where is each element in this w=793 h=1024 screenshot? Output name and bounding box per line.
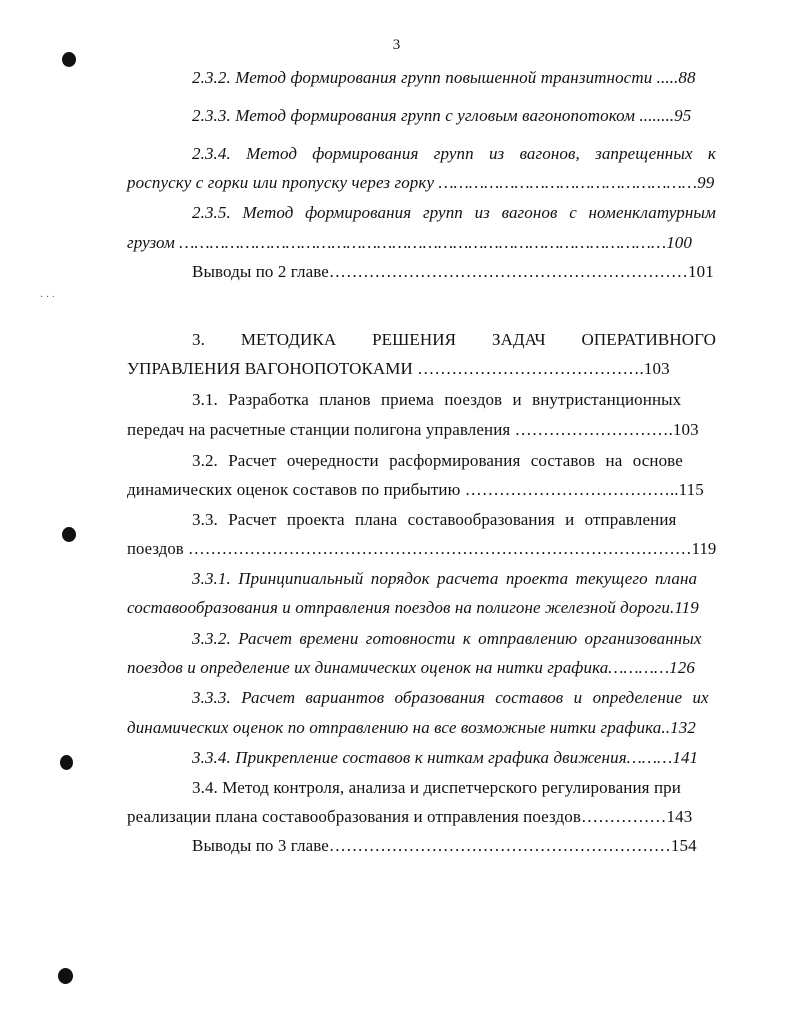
toc-entry-2-3-4-line2: роспуску с горки или пропуску через горку ……………………………………………99	[127, 173, 715, 192]
toc-chapter-3-line2: УПРАВЛЕНИЯ ВАГОНОПОТОКАМИ ………………………………….103	[127, 359, 670, 378]
toc-entry-2-3-5-line2: грузом ……………………………………………………………………………………100	[127, 233, 692, 252]
toc-entry-3-3-4: 3.3.4. Прикрепление составов к ниткам графика движения………141	[192, 748, 699, 767]
toc-entry-3-3-1-line1: 3.3.1. Принципиальный порядок расчета проекта текущего плана	[192, 569, 698, 588]
toc-entry-3-3-3-line2: динамических оценок по отправлению на все возможные нитки графика..132	[127, 718, 696, 737]
toc-entry-2-3-3: 2.3.3. Метод формирования групп с угловым вагонопотоком ........95	[192, 106, 692, 125]
toc-entry-3-3-3-line1: 3.3.3. Расчет вариантов образования составов и определение их	[192, 688, 709, 707]
toc-conclusions-ch2: Выводы по 2 главе………………………………………………………101	[192, 262, 714, 281]
toc-entry-3-3-line2: поездов ………………………………………………………………………………119	[127, 539, 717, 558]
toc-entry-3-2-line1: 3.2. Расчет очередности расформирования составов на основе	[192, 451, 683, 470]
toc-entry-3-2-line2: динамических оценок составов по прибытию ………………………………..115	[127, 480, 704, 499]
toc-entry-3-3-2-line1: 3.3.2. Расчет времени готовности к отправлению организованных	[192, 629, 702, 648]
toc-chapter-3-line1: 3. МЕТОДИКА РЕШЕНИЯ ЗАДАЧ ОПЕРАТИВНОГО	[192, 330, 716, 349]
toc-conclusions-ch3: Выводы по 3 главе……………………………………………………154	[192, 836, 697, 855]
toc-entry-3-1-line1: 3.1. Разработка планов приема поездов и внутристанционных	[192, 390, 682, 409]
toc-entry-2-3-4-line1: 2.3.4. Метод формирования групп из вагонов, запрещенных к	[192, 144, 716, 163]
toc-entry-3-3-1-line2: составообразования и отправления поездов на полигоне железной дороги.119	[127, 598, 699, 617]
toc-entry-3-4-line2: реализации плана составообразования и отправления поездов……………143	[127, 807, 693, 826]
punch-hole-2	[62, 527, 76, 542]
toc-entry-3-4-line1: 3.4. Метод контроля, анализа и диспетчерского регулирования при	[192, 778, 681, 797]
toc-entry-2-3-5-line1: 2.3.5. Метод формирования групп из вагонов с номенклатурным	[192, 203, 716, 222]
punch-hole-4	[58, 968, 73, 984]
toc-entry-3-3-2-line2: поездов и определение их динамических оценок на нитки графика…………126	[127, 658, 695, 677]
toc-entry-3-1-line2: передач на расчетные станции полигона управления ……………………….103	[127, 420, 699, 439]
toc-entry-2-3-2: 2.3.2. Метод формирования групп повышенной транзитности .....88	[192, 68, 696, 87]
scan-speck: · · ·	[40, 292, 55, 303]
page-number: 3	[392, 37, 401, 53]
punch-hole-1	[62, 52, 76, 67]
punch-hole-3	[60, 755, 73, 770]
toc-entry-3-3-line1: 3.3. Расчет проекта плана составообразования и отправления	[192, 510, 677, 529]
